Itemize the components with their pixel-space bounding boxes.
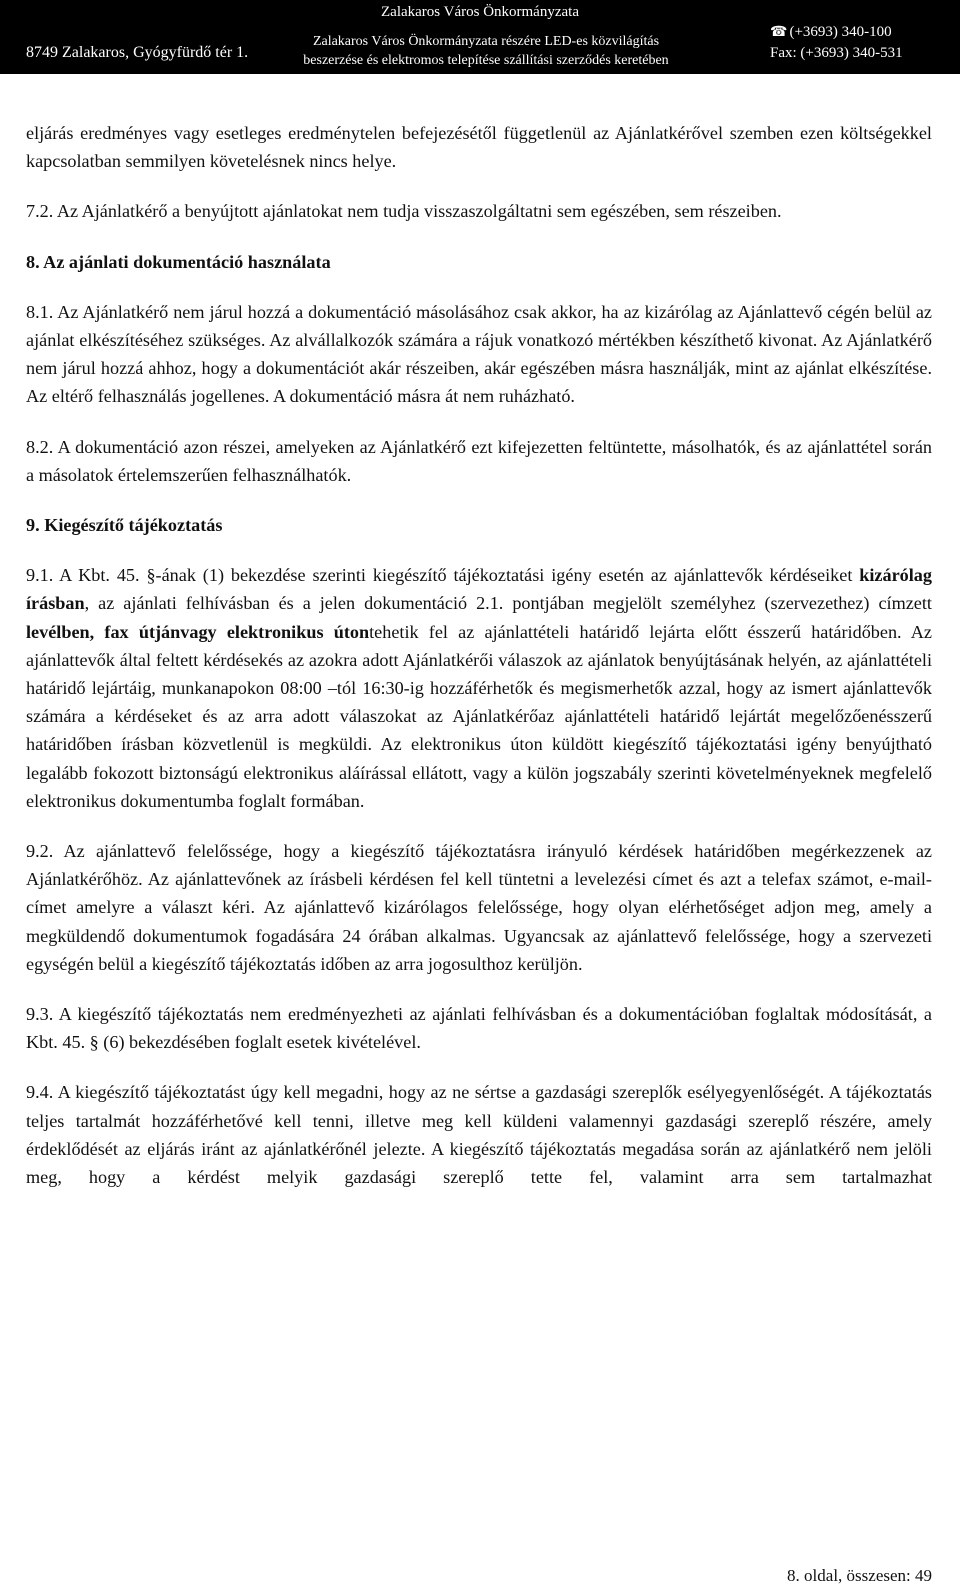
header-address: 8749 Zalakaros, Gyógyfürdő tér 1. xyxy=(26,44,249,61)
paragraph-9-1-part-1: 9.1. A Kbt. 45. §-ának (1) bekezdése szerinti kiegészítő tájékoztatási igény esetén az ajánlattevők kérdéseiket xyxy=(26,565,860,586)
paragraph-7-2: 7.2. Az Ajánlatkérő a benyújtott ajánlatokat nem tudja visszaszolgáltatni sem egészében, sem részeiben. xyxy=(26,201,782,222)
header-subject xyxy=(266,32,706,70)
phone-icon: ☎ xyxy=(770,25,788,40)
header-subject-line-1: Zalakaros Város Önkormányzata részére LED-es közvilágítás xyxy=(312,34,660,49)
header-phone: (+3693) 340-100 xyxy=(789,24,892,40)
page-header xyxy=(0,0,960,74)
page-number: 8. oldal, összesen: 49 xyxy=(787,1566,932,1585)
paragraph-9-2: 9.2. Az ajánlattevő felelőssége, hogy a kiegészítő tájékoztatásra irányuló kérdések határidőben megérkezzenek az Ajánlatkérőhöz. Az ajánlattevőnek az írásbeli kérdésen fel kell tüntetni a levelezési címet és azt a telefax számot, e-mail-címet amelyre a választ kéri. Az ajánlattevő kizárólagos felelőssége, hogy olyan elérhetőséget adjon meg, amely a megküldendő dokumentumok fogadására 24 órában alkalmas. Ugyancsak az ajánlattevő felelőssége, hogy a szervezeti egységén belül a kiegészítő tájékoztatás időben az arra jogosulthoz kerüljön. xyxy=(26,841,932,974)
paragraph-8-1: 8.1. Az Ajánlatkérő nem járul hozzá a dokumentáció másolásához csak akkor, ha az kizárólag az Ajánlattevő cégén belül az ajánlat elkészítéséhez szükséges. Az alvállalkozók számára a rájuk vonatkozó mértékben készíthető kivonat. Az Ajánlatkérő nem járul hozzá ahhoz, hogy a dokumentációt akár részeiben, akár egészében másra használják, mint az ajánlat elkészítése. Az eltérő felhasználás jogellenes. A dokumentáció másra át nem ruházható. xyxy=(26,301,932,407)
paragraph-9-1-part-3: tehetik fel az ajánlattételi határidő lejárta előtt ésszerű határidőben. Az ajánlattevők által feltett kérdésekés az azokra adott Ajánlatkérői válaszok az ajánlatok benyújtásának helyén, az ajánlattételi határidő lejártáig, munkanapokon 08:00 –tól 16:30-ig hozzáférhetők és megismerhetők azzal, hogy az ismert ajánlattevők számára a kérdéseket és az arra adott válaszokat az Ajánlatkérőaz ajánlattételi határidő lejártát megelőzőenésszerű határidőben írásban közvetlenül is megküldi. Az elektronikus úton küldött kiegészítő tájékoztatási igény benyújtható legalább fokozott biztonságú elektronikus aláírással ellátott, vagy a külön jogszabály szerinti követelményeknek megfelelő elektronikus dokumentumba foglalt formában. xyxy=(26,621,932,811)
header-phone-row xyxy=(770,22,903,43)
document-body xyxy=(26,119,932,1191)
paragraph-9-4: 9.4. A kiegészítő tájékoztatást úgy kell megadni, hogy az ne sértse a gazdasági szereplők esélyegyenlőségét. A tájékoztatás teljes tartalmát hozzáférhetővé kell tenni, illetve meg kell küldeni valamennyi gazdasági szereplő részére, amely érdeklődését az eljárás iránt az ajánlatkérőnél jelezte. A kiegészítő tájékoztatás megadása során az ajánlatkérő nem jelöli meg, hogy a kérdést melyik gazdasági szereplő tette fel, valamint arra sem tartalmazhat xyxy=(26,1082,932,1188)
header-subject-line-2: beszerzése és elektromos telepítése szállítási szerződés keretében xyxy=(303,53,669,68)
paragraph-7-1-continuation: eljárás eredményes vagy esetleges eredménytelen befejezésétől függetlenül az Ajánlatkérővel szemben ezen költségekkel kapcsolatban semmilyen követelésnek nincs helye. xyxy=(26,123,932,172)
paragraph-9-1-bold-2: levélben, fax útjánvagy elektronikus úton xyxy=(26,621,370,642)
paragraph-8-2: 8.2. A dokumentáció azon részei, amelyeken az Ajánlatkérő ezt kifejezetten feltüntette, másolhatók, és az ajánlattétel során a másolatok értelemszerűen felhasználhatók. xyxy=(26,436,932,485)
header-organization: Zalakaros Város Önkormányzata xyxy=(381,4,579,20)
paragraph-9-1-part-2: , az ajánlati felhívásban és a jelen dokumentáció 2.1. pontjában megjelölt személyhez (szervezethez) címzett xyxy=(84,593,932,614)
section-heading-9: 9. Kiegészítő tájékoztatás xyxy=(26,515,223,536)
header-fax: Fax: (+3693) 340-531 xyxy=(770,45,903,61)
paragraph-9-1-bold-1: kizárólag írásban xyxy=(26,565,932,614)
paragraph-9-3: 9.3. A kiegészítő tájékoztatás nem eredményezheti az ajánlati felhívásban és a dokumentációban foglaltak módosítását, a Kbt. 45. § (6) bekezdésében foglalt esetek kivételével. xyxy=(26,1004,932,1053)
section-heading-8: 8. Az ajánlati dokumentáció használata xyxy=(26,251,331,272)
paragraph-9-1 xyxy=(26,561,932,815)
header-contact xyxy=(770,22,903,64)
